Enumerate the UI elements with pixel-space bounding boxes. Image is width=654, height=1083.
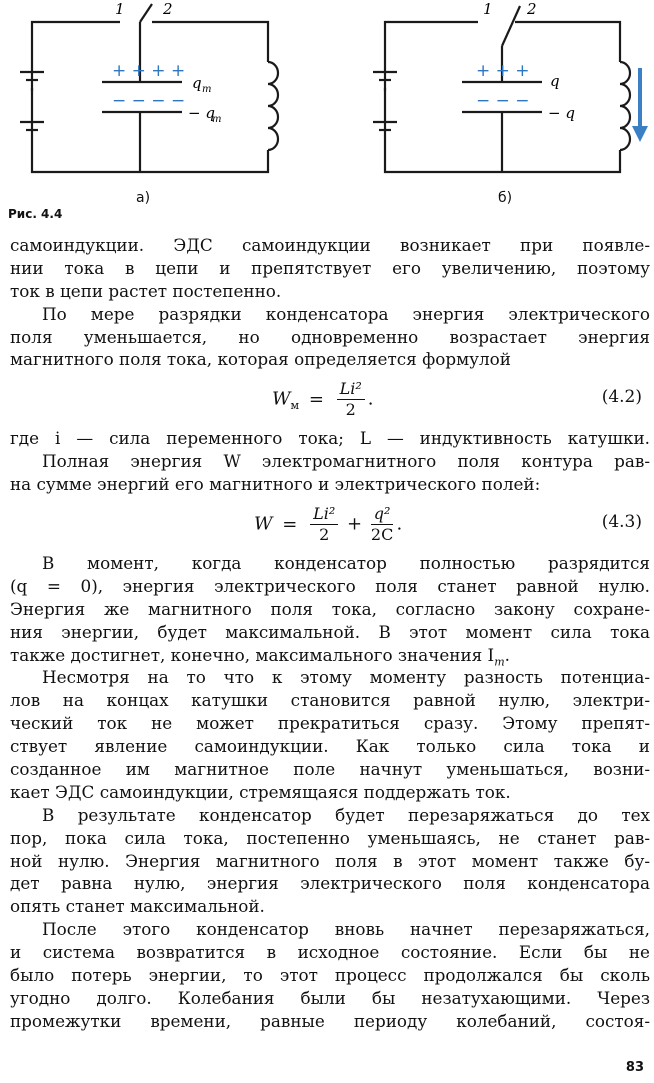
fraction (337, 379, 365, 420)
fraction (310, 504, 338, 545)
text-line: самоиндукции. ЭДС самоиндукции возникает при появле- (10, 235, 650, 255)
text-line: лов на концах катушки становится равной нулю, электри- (10, 690, 650, 711)
text-line: В результате конденсатор будет перезаряжаться до тех (42, 804, 650, 825)
circuit-left (20, 4, 278, 172)
text-line: и система возвратится в исходное состояние. Если бы не (10, 942, 650, 963)
text-line: ствует явление самоиндукции. Как только сила тока и (10, 736, 650, 757)
im-sub: m (494, 654, 505, 668)
left-sublabel: а) (136, 190, 151, 206)
text-line: Полная энергия W электромагнитного поля контура рав- (42, 451, 650, 472)
text-line: нии тока в цепи и препятствует его увеличению, поэтому (10, 257, 650, 278)
text-line: Несмотря на то что к этому моменту разность потенциа- (42, 667, 650, 688)
left-charge-bottom-sub: m (212, 114, 222, 125)
numerator: Li² (337, 379, 365, 400)
formula-lhs: W (254, 513, 273, 535)
current-arrow-icon (632, 68, 648, 142)
formula-dot: . (367, 388, 374, 410)
text-line: В момент, когда конденсатор полностью разрядится (42, 553, 650, 574)
left-charge-top: q (192, 74, 202, 92)
left-plate-top-signs: + + + + (112, 61, 186, 81)
text-line: также достигнет, конечно, максимального значения I (10, 644, 495, 665)
formula-4-2 (10, 371, 650, 427)
numerator: q² (371, 504, 394, 525)
formula-plus: + (346, 513, 363, 535)
formula-number: (4.3) (601, 512, 642, 533)
left-switch-label-1: 1 (115, 0, 125, 18)
text-line: промежутки времени, равные периоду колебаний, состоя- (10, 1010, 650, 1031)
formula-number: (4.2) (601, 387, 642, 408)
text-line-im (10, 644, 650, 667)
formula-4-3 (10, 496, 650, 552)
fraction (371, 504, 394, 545)
figure-4-4 (0, 0, 654, 230)
text-line: После этого конденсатор вновь начнет перезаряжаться, (42, 919, 650, 940)
denominator: 2C (370, 525, 394, 545)
text-line: ной нулю. Энергия магнитного поля в этот момент также бу- (10, 850, 650, 871)
circuit-right (373, 6, 630, 172)
numerator: Li² (310, 504, 338, 525)
text-line: поля уменьшается, но одновременно возрастает энергия (10, 326, 650, 347)
denominator: 2 (345, 400, 356, 420)
right-charge-bottom: − q (548, 104, 575, 122)
text-line: пор, пока сила тока, постепенно уменьшаясь, не станет рав- (10, 827, 650, 848)
right-plate-top-signs: + + + (476, 61, 530, 81)
text-line: где i — сила переменного тока; L — индуктивность катушки. (10, 428, 650, 449)
text-line: ток в цепи растет постепенно. (10, 280, 282, 301)
text-line: магнитного поля тока, которая определяется формулой (10, 349, 511, 370)
body-text (10, 234, 650, 1033)
page-number: 83 (625, 1060, 644, 1075)
text-line: ния энергии, будет максимальной. В этот момент сила тока (10, 621, 650, 642)
text-line: на сумме энергий его магнитного и электрического полей: (10, 474, 541, 495)
text-line: (q = 0), энергия электрического поля станет равной нулю. (10, 575, 650, 596)
text-line: кает ЭДС самоиндукции, стремящаяся поддержать ток. (10, 781, 511, 802)
left-charge-top-sub: m (202, 84, 212, 95)
formula-eq: = (308, 388, 324, 410)
right-charge-top: q (550, 72, 560, 90)
formula-dot: . (396, 513, 403, 535)
formula-eq: = (282, 513, 298, 535)
formula-lhs-sub: м (290, 399, 300, 413)
text-line: угодно долго. Колебания были бы незатухающими. Через (10, 987, 650, 1008)
right-switch-label-1: 1 (483, 0, 493, 18)
text-line: опять станет максимальной. (10, 896, 265, 917)
text-line: ческий ток не может прекратиться сразу. Этому препят- (10, 713, 650, 734)
formula-lhs: W (272, 388, 291, 410)
denominator: 2 (319, 525, 330, 545)
text-line: дет равна нулю, энергия электрического поля конденсатора (10, 873, 650, 894)
figure-caption: Рис. 4.4 (8, 207, 63, 221)
circuit-diagrams (0, 0, 654, 205)
right-sublabel: б) (498, 190, 513, 206)
right-plate-bottom-signs: − − − (476, 91, 530, 111)
right-switch-label-2: 2 (527, 0, 537, 18)
left-plate-bottom-signs: − − − − (112, 91, 186, 111)
left-switch-label-2: 2 (163, 0, 173, 18)
left-charge-bottom: − q (188, 104, 215, 122)
text-line: было потерь энергии, то этот процесс продолжался бы сколь (10, 965, 650, 986)
text-line: созданное им магнитное поле начнут уменьшаться, возни- (10, 759, 650, 780)
im-dot: . (504, 644, 510, 665)
text-line: Энергия же магнитного поля тока, согласно закону сохране- (10, 598, 650, 619)
text-line: По мере разрядки конденсатора энергия электрического (42, 303, 650, 324)
